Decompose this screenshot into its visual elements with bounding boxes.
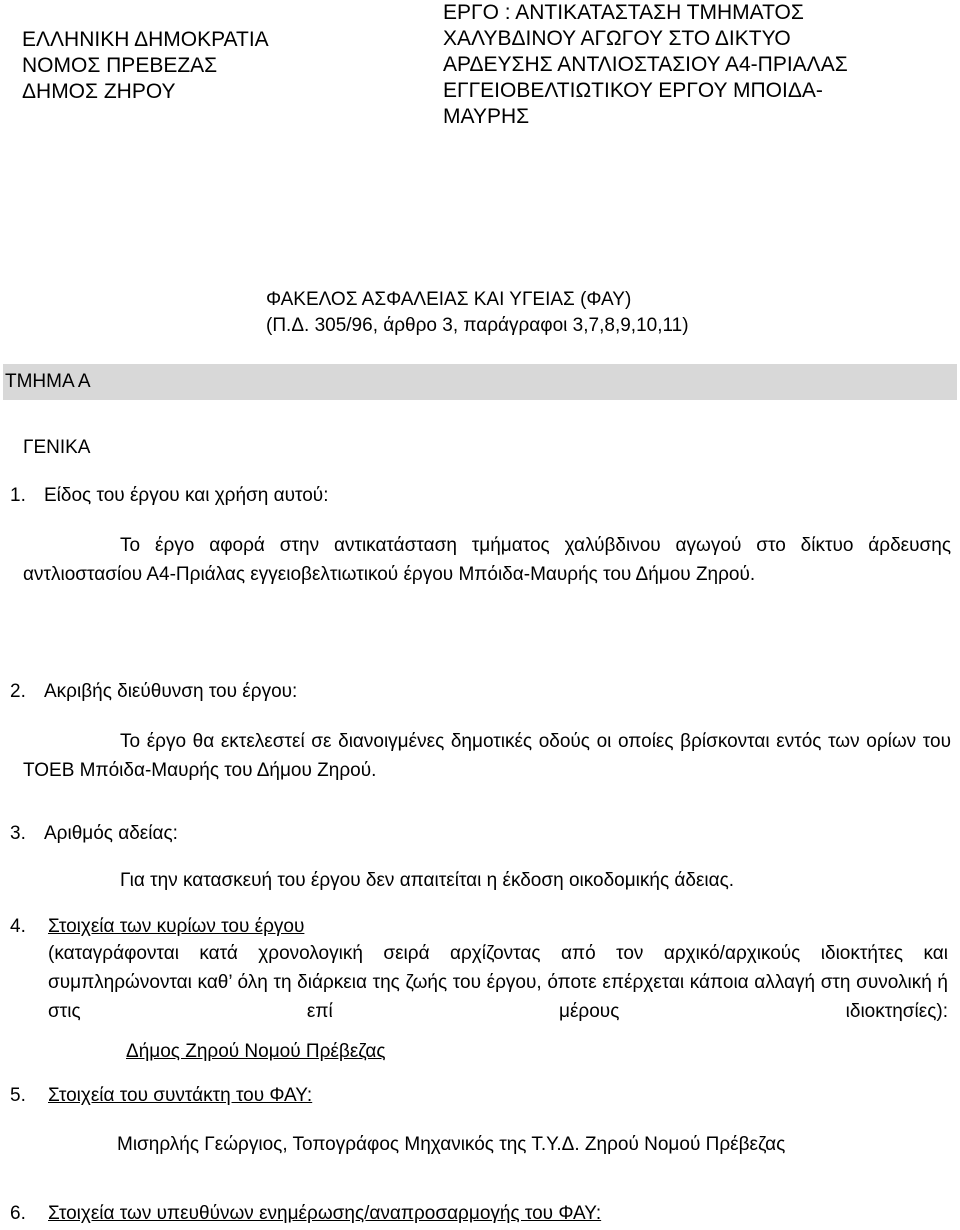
item-2-number: 2. xyxy=(10,681,26,702)
item-3-number: 3. xyxy=(10,823,26,844)
item-5-body: Μισηρλής Γεώργιος, Τοπογράφος Μηχανικός της Τ.Υ.Δ. Ζηρού Νομού Πρέβεζας xyxy=(117,1134,786,1155)
document-title: ΦΑΚΕΛΟΣ ΑΣΦΑΛΕΙΑΣ ΚΑΙ ΥΓΕΙΑΣ (ΦΑΥ) xyxy=(266,289,632,310)
item-5-heading: Στοιχεία του συντάκτη του ΦΑΥ: xyxy=(48,1085,313,1106)
item-4-note: (καταγράφονται κατά χρονολογική σειρά αρχίζοντας από τον αρχικό/αρχικούς ιδιοκτήτες και συμπληρώνονται καθ’ όλη τη διάρκεια της ζωής του έργου, όποτε επέρχεται κάποια αλλαγή στη συνολική ή στις επί μέρους ιδιοκτησίες): xyxy=(48,943,948,1022)
section-bar xyxy=(3,364,957,400)
section-title: ΤΜΗΜΑ Α xyxy=(5,371,91,392)
item-4-heading: Στοιχεία των κυρίων του έργου xyxy=(48,916,305,937)
issuing-authority: ΕΛΛΗΝΙΚΗ ΔΗΜΟΚΡΑΤΙΑ ΝΟΜΟΣ ΠΡΕΒΕΖΑΣ ΔΗΜΟΣ ΖΗΡΟΥ xyxy=(22,28,269,103)
item-5-number: 5. xyxy=(10,1085,26,1106)
legal-reference: (Π.Δ. 305/96, άρθρο 3, παράγραφοι 3,7,8,9,10,11) xyxy=(266,315,689,336)
item-6-number: 6. xyxy=(10,1203,26,1224)
item-1-heading: Είδος του έργου και χρήση αυτού: xyxy=(44,485,329,506)
item-1-body: Το έργο αφορά στην αντικατάσταση τμήματος χαλύβδινου αγωγού στο δίκτυο άρδευσης αντλιοστασίου Α4-Πριάλας εγγειοβελτιωτικού έργου Μπόιδα-Μαυρής του Δήμου Ζηρού. xyxy=(23,535,951,585)
item-1-number: 1. xyxy=(10,485,26,506)
item-4-body: Δήμος Ζηρού Νομού Πρέβεζας xyxy=(126,1041,386,1062)
section-subheading: ΓΕΝΙΚΑ xyxy=(23,437,91,458)
item-3-body: Για την κατασκευή του έργου δεν απαιτείται η έκδοση οικοδομικής άδειας. xyxy=(120,870,735,891)
project-title: ΕΡΓΟ : ΑΝΤΙΚΑΤΑΣΤΑΣΗ ΤΜΗΜΑΤΟΣ ΧΑΛΥΒΔΙΝΟΥ ΑΓΩΓΟΥ ΣΤΟ ΔΙΚΤΥΟ ΑΡΔΕΥΣΗΣ ΑΝΤΛΙΟΣΤΑΣΙΟΥ Α4-ΠΡΙΑΛΑΣ ΕΓΓΕΙΟΒΕΛΤΙΩΤΙΚΟΥ ΕΡΓΟΥ ΜΠΟΙΔΑ- ΜΑΥΡΗΣ xyxy=(443,1,848,128)
item-2-heading: Ακριβής διεύθυνση του έργου: xyxy=(44,681,298,702)
item-2-body: Το έργο θα εκτελεστεί σε διανοιγμένες δημοτικές οδούς οι οποίες βρίσκονται εντός των ορίων του ΤΟΕΒ Μπόιδα-Μαυρής του Δήμου Ζηρού. xyxy=(23,731,951,781)
item-4-number: 4. xyxy=(10,916,26,937)
item-3-heading: Αριθμός αδείας: xyxy=(44,823,178,844)
item-6-heading: Στοιχεία των υπευθύνων ενημέρωσης/αναπροσαρμογής του ΦΑΥ: xyxy=(48,1203,602,1224)
